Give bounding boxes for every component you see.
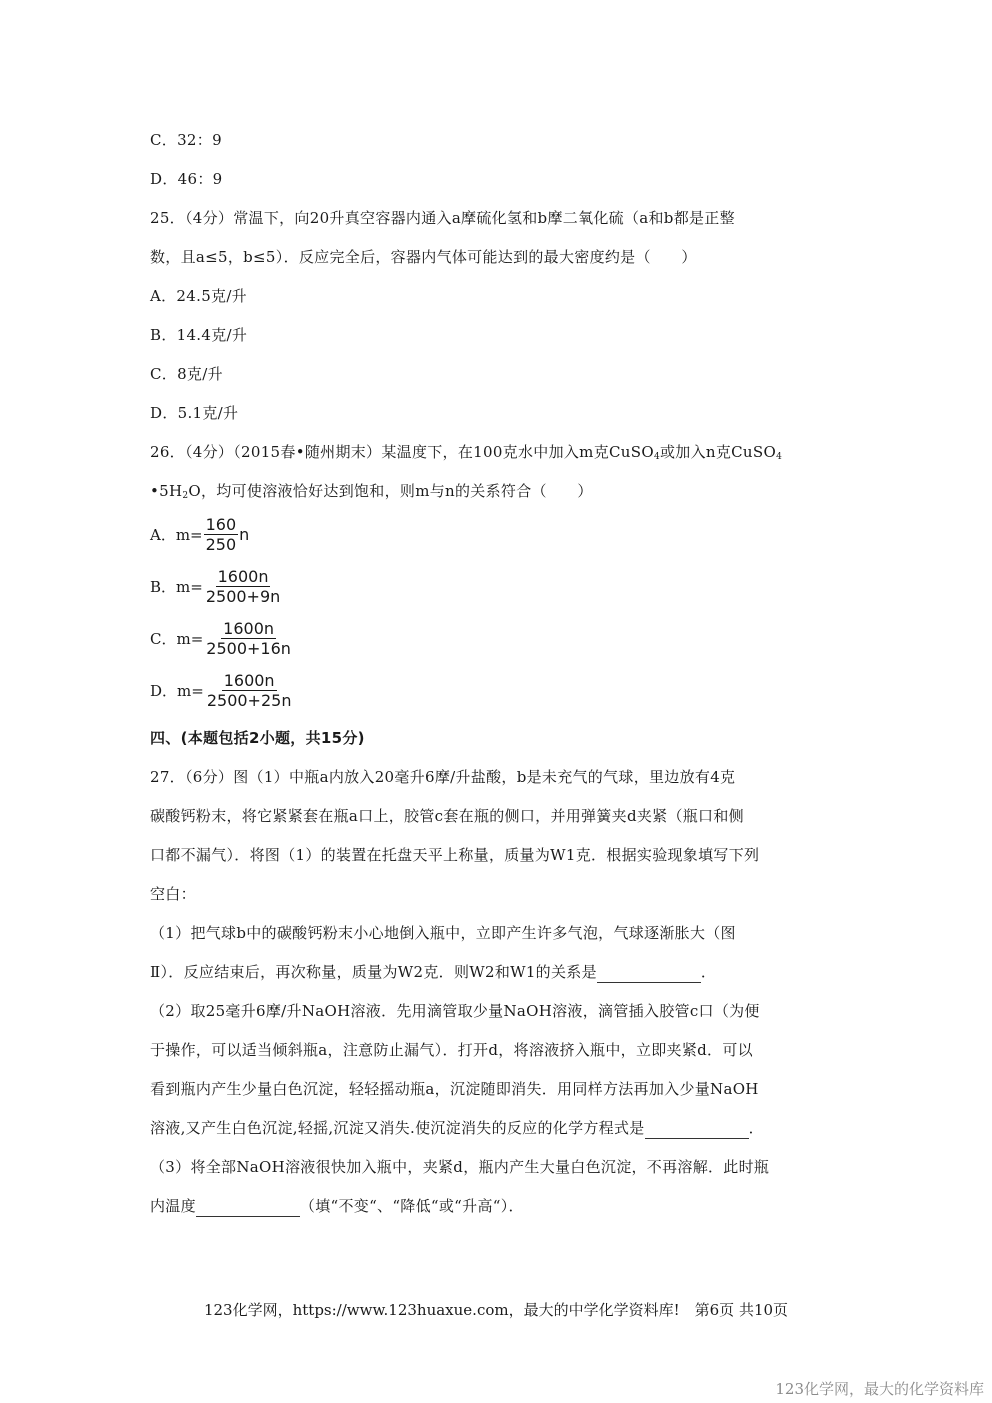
- q26-stem-line2: [150, 480, 593, 507]
- section-4-heading: 四、(本题包括2小题，共15分): [150, 729, 365, 747]
- q25-option-b: B．14.4克/升: [150, 326, 248, 344]
- formula-5h2o: $•5H_2$: [150, 482, 189, 501]
- q27-part2-line3: 看到瓶内产生少量白色沉淀，轻轻摇动瓶a，沉淀随即消失．用同样方法再加入少量NaOH: [150, 1080, 759, 1098]
- q27-part1-line2: Ⅱ）．反应结束后，再次称量，质量为W2克．则W2和W1的关系是 ．: [150, 963, 717, 981]
- formula-cuso4-1: CuSO$_4$: [609, 443, 660, 462]
- q24-option-d: D．46：9: [150, 170, 223, 188]
- numerator: 1600n: [223, 671, 275, 690]
- q25-option-a: A．24.5克/升: [150, 287, 247, 305]
- q25-stem-line1: 25．（4分）常温下，向20升真空容器内通入a摩硫化氢和b摩二氧化硫（a和b都是正整: [150, 209, 735, 227]
- denominator: 2500+9n: [205, 587, 281, 606]
- q26-stem-text-a: 26．（4分）（2015春•随州期末）某温度下，在100克水中加入m克: [150, 443, 610, 461]
- numerator: 160: [205, 515, 237, 534]
- q27-stem-line2: 碳酸钙粉末，将它紧紧套在瓶a口上，胶管c套在瓶的侧口，并用弹簧夹d夹紧（瓶口和侧: [150, 807, 744, 825]
- q26-option-c: C．m= $\frac{1600n}{2500+16n}$: [150, 619, 291, 658]
- denominator: 2500+16n: [206, 639, 291, 658]
- q26-option-a: A．m= $\frac{160}{250}$ n: [150, 515, 250, 554]
- q26-stem-line1: [150, 441, 782, 468]
- denominator: 2500+25n: [206, 691, 292, 710]
- fraction: [205, 671, 294, 710]
- q26-stem-text-b: 或加入n克: [659, 443, 732, 461]
- answer-blank-1[interactable]: [597, 966, 701, 983]
- q25-option-d: D．5.1克/升: [150, 404, 239, 422]
- fraction: [204, 567, 282, 606]
- q25-stem-line2: 数，且a≤5，b≤5）．反应完全后，容器内气体可能达到的最大密度约是（ ）: [150, 248, 697, 266]
- q26-stem-text-c: O，均可使溶液恰好达到饱和，则m与n的关系符合（ ）: [188, 482, 593, 500]
- answer-blank-2[interactable]: [645, 1122, 749, 1139]
- watermark: 123化学网，最大的化学资料库: [775, 1380, 984, 1398]
- q27-part1-line1: （1）把气球b中的碳酸钙粉末小心地倒入瓶中，立即产生许多气泡，气球逐渐胀大（图: [150, 924, 736, 942]
- q27-part2-line2: 于操作，可以适当倾斜瓶a，注意防止漏气）．打开d，将溶液挤入瓶中，立即夹紧d．可以: [150, 1041, 753, 1059]
- page-footer: 123化学网，https://www.123huaxue.com，最大的中学化学资料库! 第6页 共10页: [203, 1301, 789, 1319]
- fraction: [204, 515, 239, 554]
- q26-option-d: D．m= $\frac{1600n}{2500+25n}$: [150, 671, 292, 710]
- denominator: 250: [205, 535, 237, 554]
- q25-option-c: C．8克/升: [150, 365, 223, 383]
- q27-part3-line2: 内温度 （填“不变“、“降低“或“升高“）．: [150, 1197, 524, 1215]
- answer-blank-3[interactable]: [196, 1200, 300, 1217]
- q27-stem-line4: 空白：: [150, 885, 196, 903]
- q27-stem-line1: 27．（6分）图（1）中瓶a内放入20毫升6摩/升盐酸，b是未充气的气球，里边放有4克: [150, 768, 736, 786]
- fraction: [204, 619, 293, 658]
- q27-part2-line4: 溶液,又产生白色沉淀,轻摇,沉淀又消失.使沉淀消失的反应的化学方程式是 ．: [150, 1119, 764, 1137]
- q27-stem-line3: 口都不漏气）．将图（1）的装置在托盘天平上称量，质量为W1克．根据实验现象填写下列: [150, 846, 760, 864]
- q24-option-c: C．32：9: [150, 131, 222, 149]
- numerator: 1600n: [223, 619, 275, 638]
- numerator: 1600n: [217, 567, 269, 586]
- formula-cuso4-2: CuSO$_4$: [731, 443, 783, 462]
- q27-part2-line1: （2）取25毫升6摩/升NaOH溶液．先用滴管取少量NaOH溶液，滴管插入胶管c口（为便: [150, 1002, 760, 1020]
- q27-part3-line1: （3）将全部NaOH溶液很快加入瓶中，夹紧d，瓶内产生大量白色沉淀，不再溶解．此时瓶: [150, 1158, 770, 1176]
- q26-option-b: B．m= $\frac{1600n}{2500+9n}$: [150, 567, 281, 606]
